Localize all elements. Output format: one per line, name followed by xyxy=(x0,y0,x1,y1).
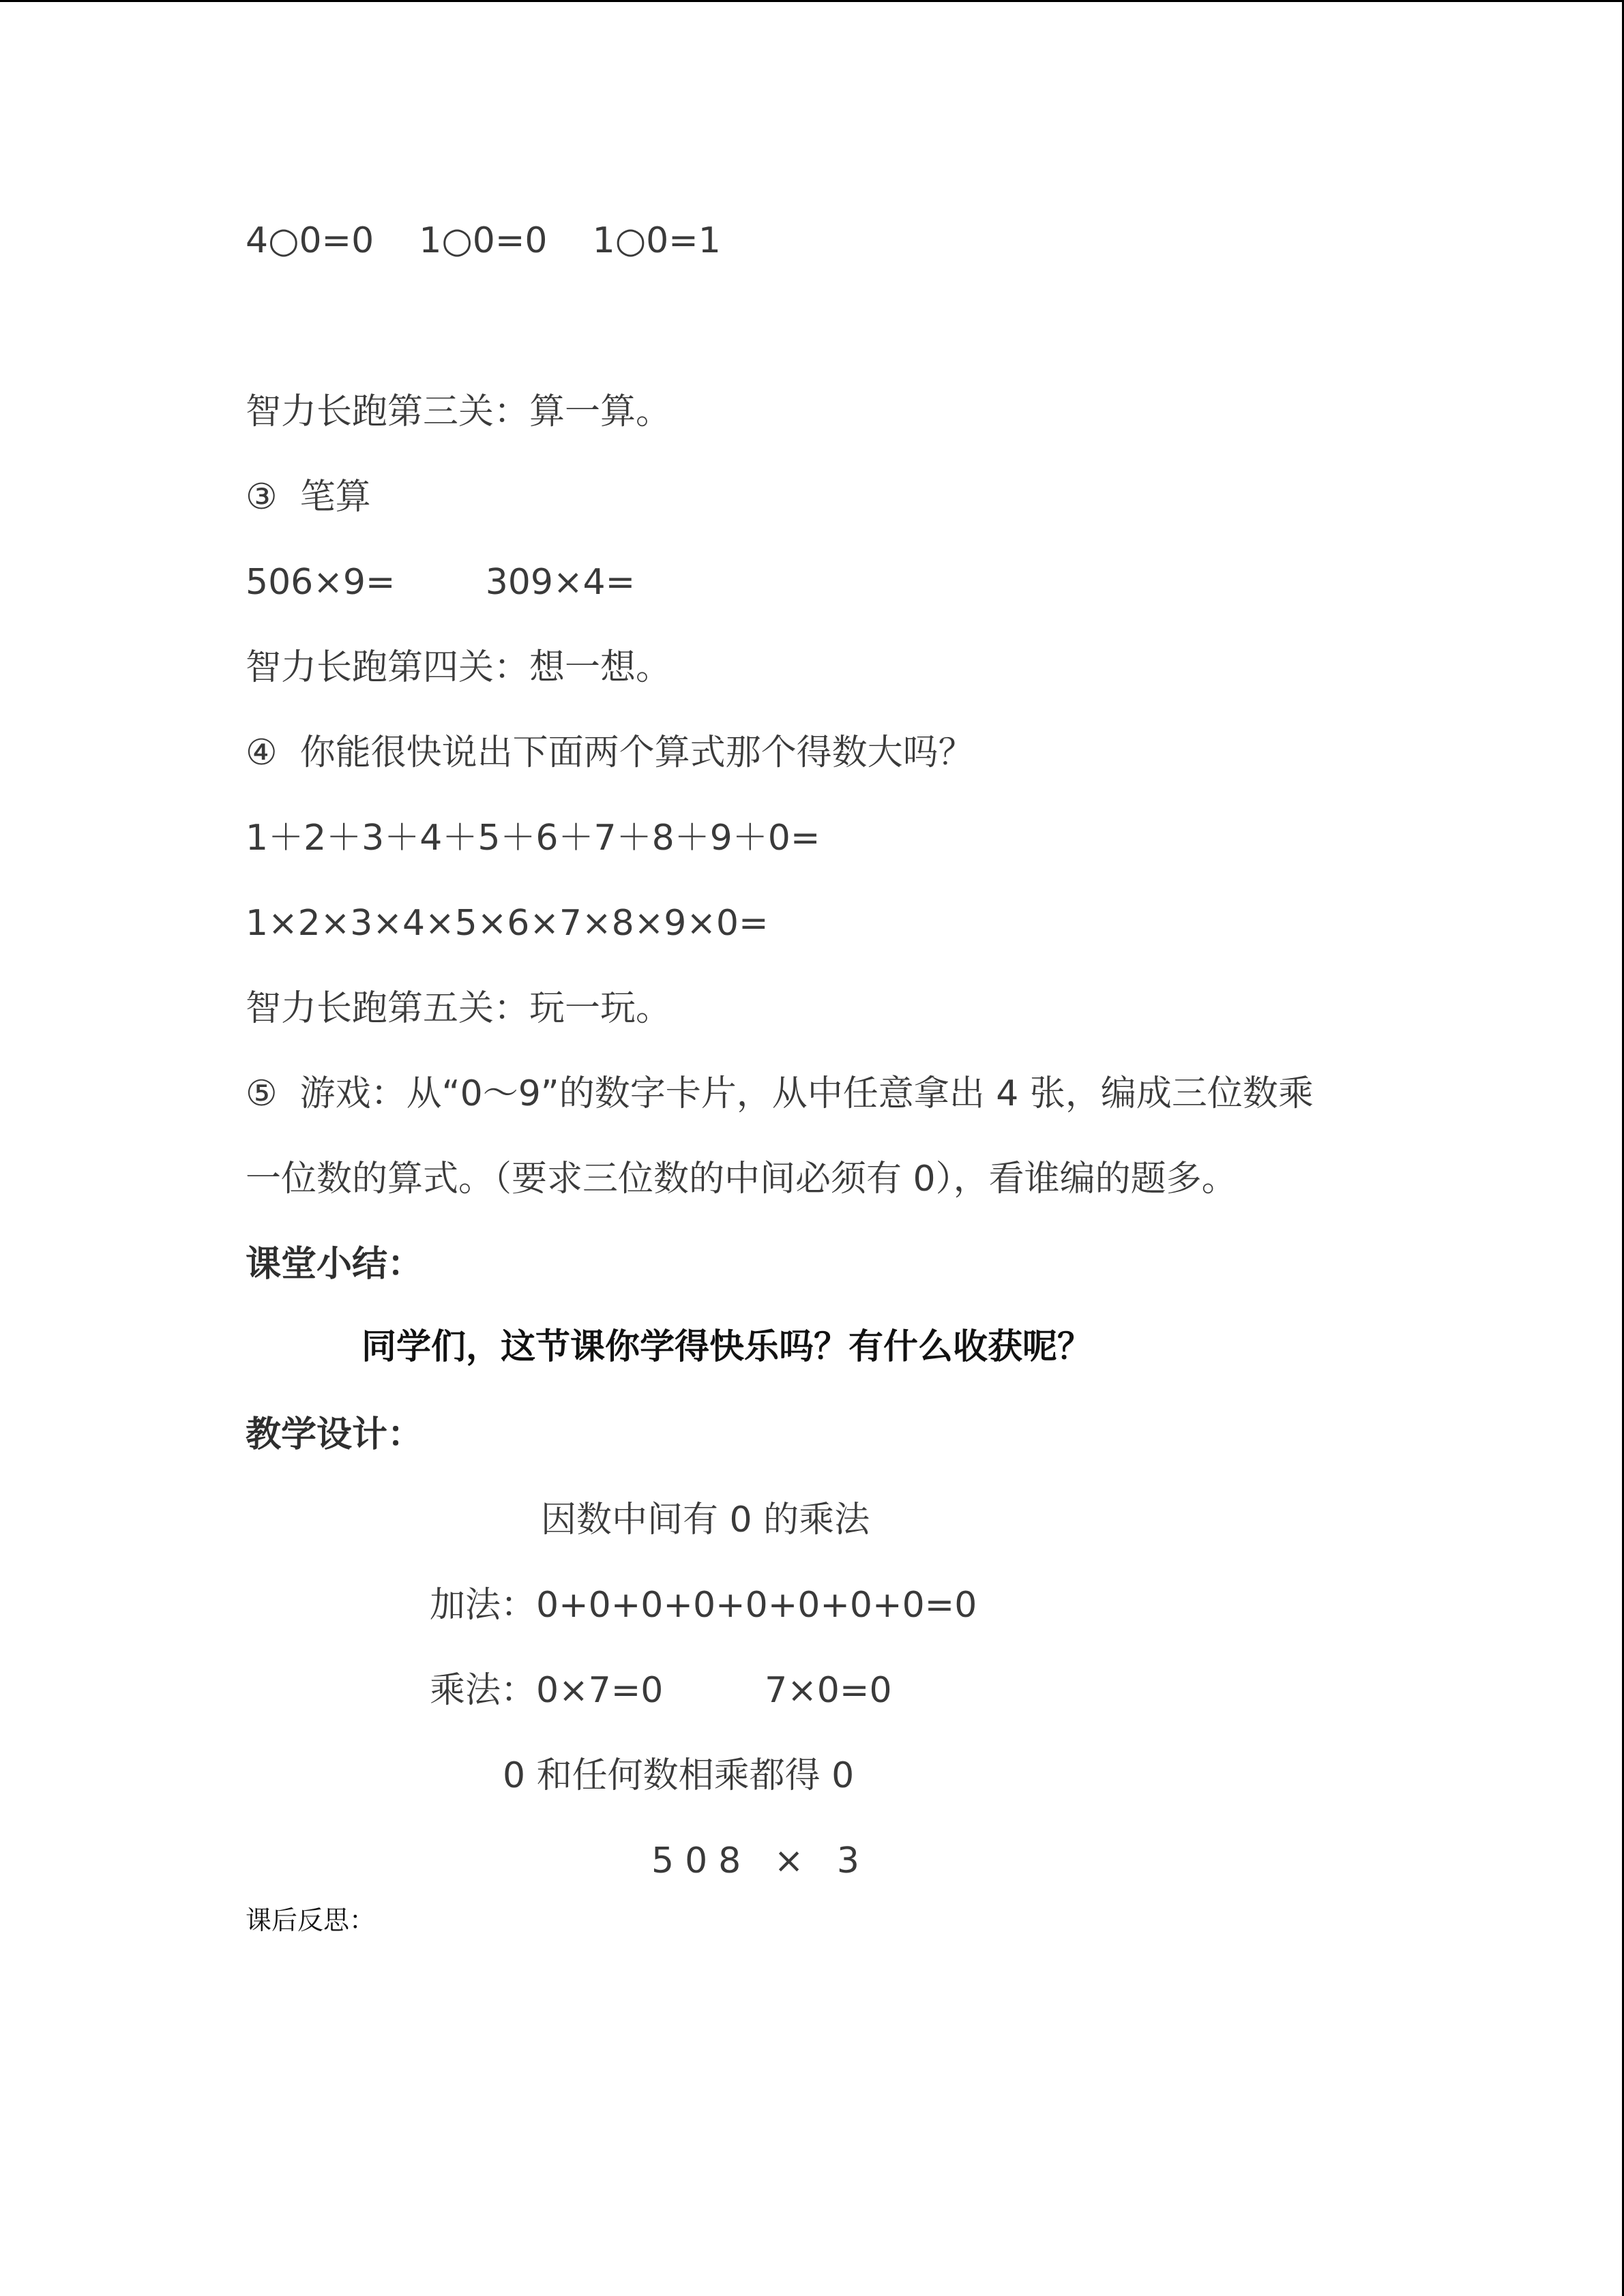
written-calc-problems: 506×9= 309×4= xyxy=(246,562,636,603)
after-class-reflection: 课后反思： xyxy=(246,1905,376,1935)
item-4-question: ④ 你能很快说出下面两个算式那个得数大吗？ xyxy=(246,732,974,773)
class-summary-heading: 课堂小结： xyxy=(246,1244,424,1285)
level-three-heading: 智力长跑第三关：算一算。 xyxy=(246,391,672,432)
level-five-heading: 智力长跑第五关：玩一玩。 xyxy=(246,988,672,1029)
multiplication-expression: 1×2×3×4×5×6×7×8×9×0= xyxy=(246,903,769,944)
design-example: 508 × 3 xyxy=(651,1840,870,1881)
class-summary-text: 同学们，这节课你学得快乐吗？有什么收获呢？ xyxy=(361,1326,1093,1367)
item-3-written-calc: ③ 笔算 xyxy=(246,477,371,518)
addition-expression: 1＋2＋3＋4＋5＋6＋7＋8＋9＋0= xyxy=(246,818,821,859)
design-multiplication: 乘法：0×7=0 7×0=0 xyxy=(430,1670,892,1711)
design-rule: 0 和任何数相乘都得 0 xyxy=(503,1755,855,1796)
page-top-border xyxy=(0,0,1624,2)
item-5-game-line2: 一位数的算式。（要求三位数的中间必须有 0），看谁编的题多。 xyxy=(246,1159,1237,1199)
design-addition: 加法：0+0+0+0+0+0+0+0=0 xyxy=(430,1585,977,1626)
circle-equations: 4○0=0 1○0=0 1○0=1 xyxy=(246,220,721,261)
design-title: 因数中间有 0 的乘法 xyxy=(541,1500,870,1540)
item-5-game-line1: ⑤ 游戏：从“0～9”的数字卡片，从中任意拿出 4 张，编成三位数乘 xyxy=(246,1073,1314,1114)
level-four-heading: 智力长跑第四关：想一想。 xyxy=(246,647,672,688)
teaching-design-heading: 教学设计： xyxy=(246,1414,424,1455)
